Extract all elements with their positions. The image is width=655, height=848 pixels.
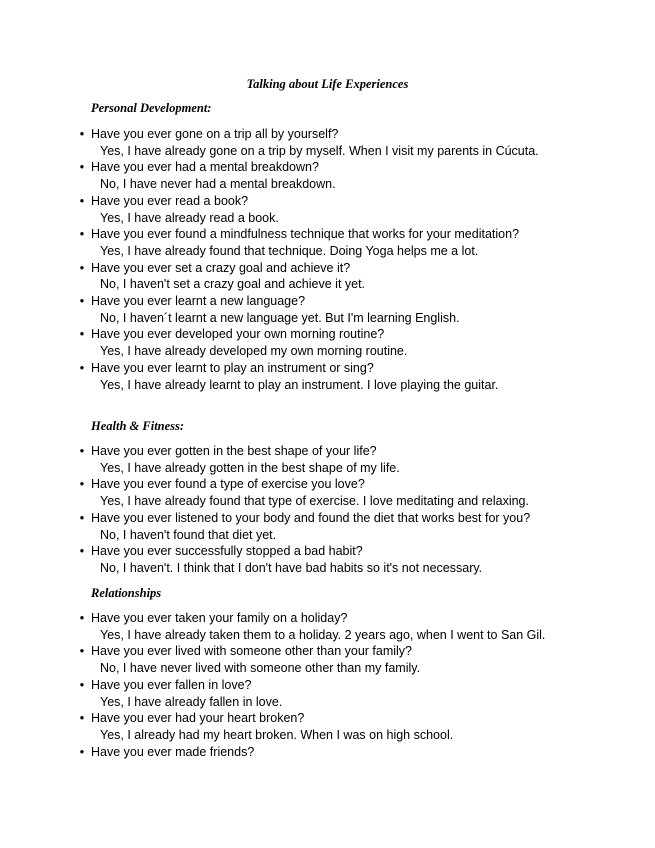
list-item <box>0 260 539 293</box>
question-text: Have you ever had a mental breakdown? <box>91 160 319 175</box>
list-item <box>0 226 539 259</box>
question-text: Have you ever lived with someone other than your family? <box>91 644 412 659</box>
bullet-icon: • <box>79 510 85 525</box>
question-text: Have you ever successfully stopped a bad habit? <box>91 544 363 559</box>
list-item <box>0 360 539 393</box>
bullet-icon: • <box>79 160 85 175</box>
answer-text: Yes, I have already found that type of exercise. I love meditating and relaxing. <box>100 494 529 509</box>
bullet-icon: • <box>79 711 85 726</box>
answer-text: Yes, I have already read a book. <box>100 210 279 225</box>
question-text: Have you ever gone on a trip all by yourself? <box>91 127 339 141</box>
bullet-icon: • <box>79 744 85 759</box>
bullet-icon: • <box>79 127 85 141</box>
answer-text: No, I haven't set a crazy goal and achieve it yet. <box>100 277 366 292</box>
list-item <box>0 476 530 509</box>
answer-text: No, I have never had a mental breakdown. <box>100 177 336 192</box>
answer-text: No, I have never lived with someone other than my family. <box>100 661 421 676</box>
list-item <box>0 193 539 226</box>
answer-text: Yes, I have already taken them to a holiday. 2 years ago, when I went to San Gil. <box>100 627 546 642</box>
question-text: Have you ever had your heart broken? <box>91 711 305 726</box>
document-title: Talking about Life Experiences <box>246 77 409 91</box>
qa-list-health-fitness <box>0 443 530 577</box>
list-item <box>0 610 545 643</box>
bullet-icon: • <box>79 227 85 242</box>
list-item <box>0 126 539 159</box>
question-text: Have you ever learnt to play an instrument or sing? <box>91 360 374 375</box>
answer-text: Yes, I have already learnt to play an instrument. I love playing the guitar. <box>100 377 499 392</box>
question-text: Have you ever listened to your body and found the diet that works best for you? <box>91 510 531 525</box>
list-item <box>0 677 545 710</box>
bullet-icon: • <box>79 327 85 342</box>
answer-text: Yes, I have already gone on a trip by myself. When I visit my parents in Cúcuta. <box>100 143 539 158</box>
list-item <box>0 543 530 576</box>
answer-text: No, I haven't. I think that I don't have bad habits so it's not necessary. <box>100 560 483 575</box>
bullet-icon: • <box>79 260 85 275</box>
question-text: Have you ever fallen in love? <box>91 677 252 692</box>
bullet-icon: • <box>79 360 85 375</box>
question-text: Have you ever read a book? <box>91 193 249 208</box>
question-text: Have you ever taken your family on a holiday? <box>91 611 348 625</box>
list-item <box>0 159 539 192</box>
qa-list-relationships <box>0 610 545 760</box>
question-text: Have you ever found a mindfulness technique that works for your meditation? <box>91 227 520 242</box>
bullet-icon: • <box>79 644 85 659</box>
bullet-icon: • <box>79 193 85 208</box>
answer-text: Yes, I have already found that technique. Doing Yoga helps me a lot. <box>100 243 479 258</box>
answer-text: Yes, I have already gotten in the best shape of my life. <box>100 460 400 475</box>
question-text: Have you ever made friends? <box>91 744 255 759</box>
list-item <box>0 643 545 676</box>
bullet-icon: • <box>79 294 85 309</box>
section-heading-personal-development: Personal Development: <box>91 101 212 115</box>
answer-text: No, I haven´t learnt a new language yet. But I'm learning English. <box>100 310 460 325</box>
list-item <box>0 510 530 543</box>
question-text: Have you ever set a crazy goal and achieve it? <box>91 260 351 275</box>
section-heading-relationships: Relationships <box>91 586 162 600</box>
list-item <box>0 710 545 743</box>
question-text: Have you ever developed your own morning routine? <box>91 327 385 342</box>
answer-text: Yes, I have already developed my own morning routine. <box>100 344 408 359</box>
question-text: Have you ever found a type of exercise you love? <box>91 477 365 492</box>
answer-text: Yes, I have already fallen in love. <box>100 694 283 709</box>
qa-list-personal-development <box>0 126 539 393</box>
answer-text: No, I haven't found that diet yet. <box>100 527 277 542</box>
list-item <box>0 293 539 326</box>
bullet-icon: • <box>79 444 85 458</box>
question-text: Have you ever learnt a new language? <box>91 294 306 309</box>
question-text: Have you ever gotten in the best shape of your life? <box>91 444 377 458</box>
list-item <box>0 744 545 761</box>
bullet-icon: • <box>79 677 85 692</box>
bullet-icon: • <box>79 544 85 559</box>
list-item <box>0 443 530 476</box>
bullet-icon: • <box>79 611 85 625</box>
answer-text: Yes, I already had my heart broken. When I was on high school. <box>100 727 454 742</box>
bullet-icon: • <box>79 477 85 492</box>
list-item <box>0 326 539 359</box>
section-heading-health-fitness: Health & Fitness: <box>91 419 185 433</box>
